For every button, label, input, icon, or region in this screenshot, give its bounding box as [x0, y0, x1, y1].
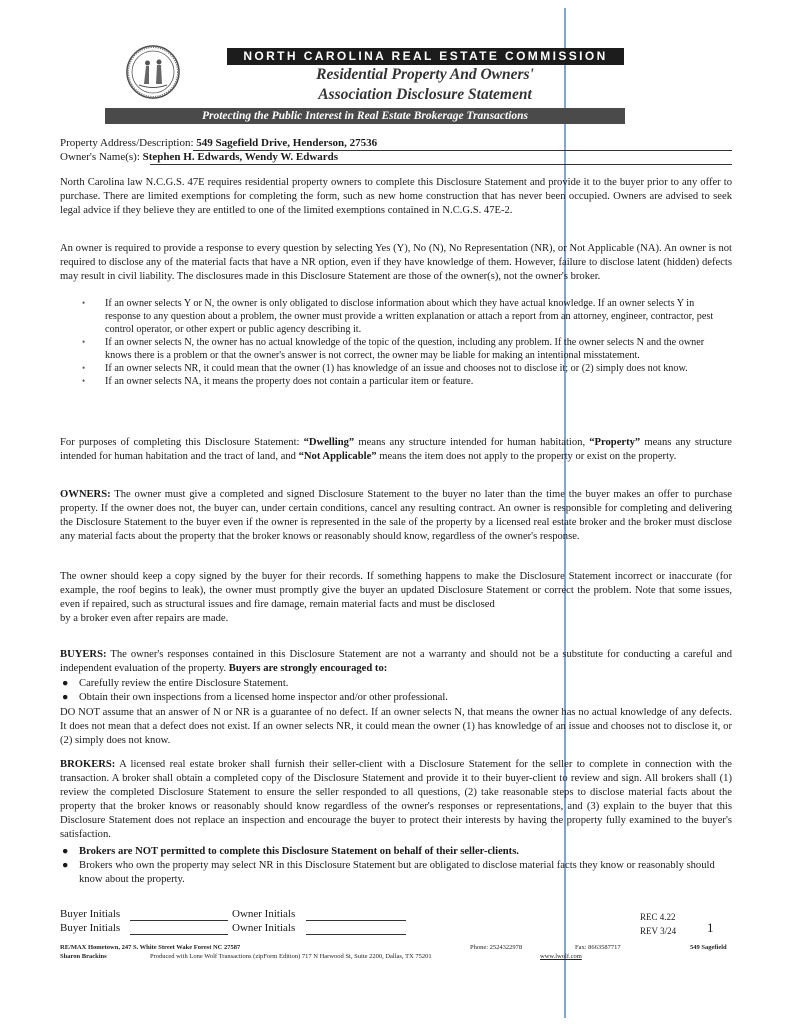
- owner-initials-label-2: Owner Initials: [232, 922, 296, 934]
- owner-names-value: Stephen H. Edwards, Wendy W. Edwards: [142, 151, 339, 163]
- response-bullet-y-n: • If an owner selects Y or N, the owner is only obligated to disclose information about which they have actual knowledge. If an owner selects Y in response to any question about a problem, the owner must provide a written explanation or attach a report from an attorney, engineer, contractor, pest control operator, or other expert or public agency describing it.: [82, 298, 714, 335]
- owners-heading: OWNERS:: [60, 489, 111, 500]
- response-bullet-na: • If an owner selects NA, it means the property does not contain a particular item or feature.: [82, 376, 474, 387]
- owner-initials-field-2[interactable]: [306, 934, 406, 935]
- owner-initials-label-1: Owner Initials: [232, 908, 296, 920]
- response-bullet-n: • If an owner selects N, the owner has no actual knowledge of the topic of the question, including any problem. If the owner selects N and the owner knows there is a problem or that the owner's answer is not correct, the owner may be liable for making an intentional misstatement.: [82, 337, 705, 361]
- buyers-heading: BUYERS:: [60, 649, 107, 660]
- tagline-banner: Protecting the Public Interest in Real Estate Brokerage Transactions: [105, 108, 625, 124]
- property-address-row: [60, 137, 377, 149]
- brokers-bullet-list: [60, 845, 732, 887]
- buyers-bullet-inspect: ● Obtain their own inspections from a licensed home inspector and/or other professional.: [62, 692, 448, 703]
- form-title-line-1: Residential Property And Owners': [316, 66, 534, 83]
- response-paragraph: [60, 242, 732, 284]
- response-bullet-list: [60, 297, 732, 388]
- agent-name: Sharon Brackins: [60, 953, 107, 960]
- buyer-initials-label-2: Buyer Initials: [60, 922, 121, 934]
- buyers-section: BUYERS: The owner's responses contained in this Disclosure Statement are not a warranty and should not be a substitute for conducting a careful and independent evaluation of the property. Buyers are strongly encouraged to:: [60, 649, 732, 674]
- form-title-line-2: Association Disclosure Statement: [318, 86, 532, 103]
- brokers-section: BROKERS: A licensed real estate broker shall furnish their seller-client with a Disclosure Statement for the seller to complete in connection with the transaction. A broker shall obtain a completed copy of the Disclosure Statement and provide it to their buyer-client to review and sign. All brokers shall (1) review the completed Disclosure Statement to ensure the seller responded to all questions, (2) take reasonable steps to disclose material facts about the property that the broker knows or reasonably should know regardless of the owner's responses or representations, and (3) explain to the buyer that this Disclosure Statement does not replace an inspection and encourage the buyer to protect their interests by having the property fully examined to the buyer's satisfaction.: [60, 759, 732, 840]
- form-rec-code: REC 4.22: [640, 912, 676, 922]
- owner-initials-field-1[interactable]: [306, 920, 406, 921]
- response-bullet-nr: • If an owner selects NR, it could mean that the owner (1) has knowledge of an issue and chooses not to disclose it; or (2) simply does not know.: [82, 363, 688, 374]
- owner-names-label: Owner's Name(s):: [60, 151, 140, 163]
- intro-text: North Carolina law N.C.G.S. 47E requires residential property owners to complete this Disclosure Statement and provide it to the buyer prior to any offer to purchase. There are limited exemptions for completing the form, such as new home construction that has never been occupied. Owners are advised to seek legal advice if they believe they are entitled to one of the limited exemptions contained in N.C.G.S. 47E-2.: [60, 177, 732, 216]
- nc-state-seal: [125, 44, 181, 100]
- brokerage-office: RE/MAX Hometown, 247 S. White Street Wake Forest NC 27587: [60, 944, 241, 951]
- buyer-initials-field-2[interactable]: [130, 934, 228, 935]
- bullet-icon: ●: [62, 692, 69, 703]
- office-fax: Fax: 8663587717: [575, 944, 621, 951]
- bullet-icon: •: [82, 298, 86, 308]
- copy-paragraph: The owner should keep a copy signed by the buyer for their records. If something happens to make the Disclosure Statement incorrect or inaccurate (for example, the roof begins to leak), the owner must promptly give the buyer an updated Disclosure Statement or correct the problem. Note that some issues, even if repaired, such as structural issues and fire damage, remain material facts and must be disclosed by a broker even after repairs are made.: [60, 571, 732, 624]
- owners-underline: [150, 164, 732, 165]
- property-address-value: 549 Sagefield Drive, Henderson, 27536: [196, 137, 378, 149]
- bullet-icon: ●: [62, 860, 69, 871]
- office-phone: Phone: 2524322978: [470, 944, 523, 951]
- page-number: 1: [707, 920, 714, 935]
- bullet-icon: ●: [62, 678, 69, 689]
- owners-section: OWNERS: The owner must give a completed and signed Disclosure Statement to the buyer no later than the time the buyer makes an offer to purchase property. If the owner does not, the buyer can, under certain conditions, cancel any resulting contract. An owner is responsible for completing and delivering the Disclosure Statement to the buyer even if the owner is represented in the sale of the property by a licensed real estate broker and the broker must disclose any material facts about the property that the broker knows or reasonably should know, regardless of the owner's response.: [60, 489, 732, 542]
- bullet-icon: •: [82, 363, 86, 373]
- produced-by: Produced with Lone Wolf Transactions (zipForm Edition) 717 N Harwood St, Suite 2200, Dallas, TX 75201: [150, 953, 432, 960]
- intro-paragraph: [60, 176, 732, 218]
- form-rev-code: REV 3/24: [640, 926, 677, 936]
- brokers-heading: BROKERS:: [60, 759, 116, 770]
- buyers-warning: DO NOT assume that an answer of N or NR is a guarantee of no defect. If an owner selects N, that means the owner has no actual knowledge of any defects. It does not mean that a defect does not exist. If an owner selects NR, it could mean the owner (1) has knowledge of an issue and chooses not to disclose it, or (2) simply does not know.: [60, 707, 732, 746]
- property-address-label: Property Address/Description:: [60, 137, 194, 149]
- lwolf-link[interactable]: www.lwolf.com: [540, 953, 582, 960]
- file-name: 549 Sagefield: [690, 944, 727, 951]
- response-text: An owner is required to provide a response to every question by selecting Yes (Y), No (N), No Representation (NR), or Not Applicable (NA). An owner is not required to disclose any of the material facts that have a NR option, even if they have knowledge of them. However, failure to disclose latent (hidden) defects may result in civil liability. The disclosures made in this Disclosure Statement are those of the owner(s), not the owner's broker.: [60, 243, 732, 282]
- owner-names-row: [60, 151, 338, 163]
- bullet-icon: ●: [62, 846, 69, 857]
- buyers-bullet-list: [60, 677, 732, 705]
- buyer-initials-field-1[interactable]: [130, 920, 228, 921]
- buyer-initials-label-1: Buyer Initials: [60, 908, 121, 920]
- brokers-bullet-own-property: ● Brokers who own the property may select NR in this Disclosure Statement but are obligated to disclose material facts they know or reasonably should know about the property.: [62, 860, 715, 885]
- buyers-bullet-review: ● Carefully review the entire Disclosure Statement.: [62, 678, 289, 689]
- commission-banner: NORTH CAROLINA REAL ESTATE COMMISSION: [227, 48, 624, 65]
- bullet-icon: •: [82, 376, 86, 386]
- bullet-icon: •: [82, 337, 86, 347]
- brokers-bullet-not-permitted: ● Brokers are NOT permitted to complete this Disclosure Statement on behalf of their seller-clients.: [62, 846, 519, 857]
- definitions-paragraph: For purposes of completing this Disclosure Statement: “Dwelling” means any structure intended for human habitation, “Property” means any structure intended for human habitation and the tract of land, and “Not Applicable” means the item does not apply to the property or exist on the property.: [60, 437, 732, 462]
